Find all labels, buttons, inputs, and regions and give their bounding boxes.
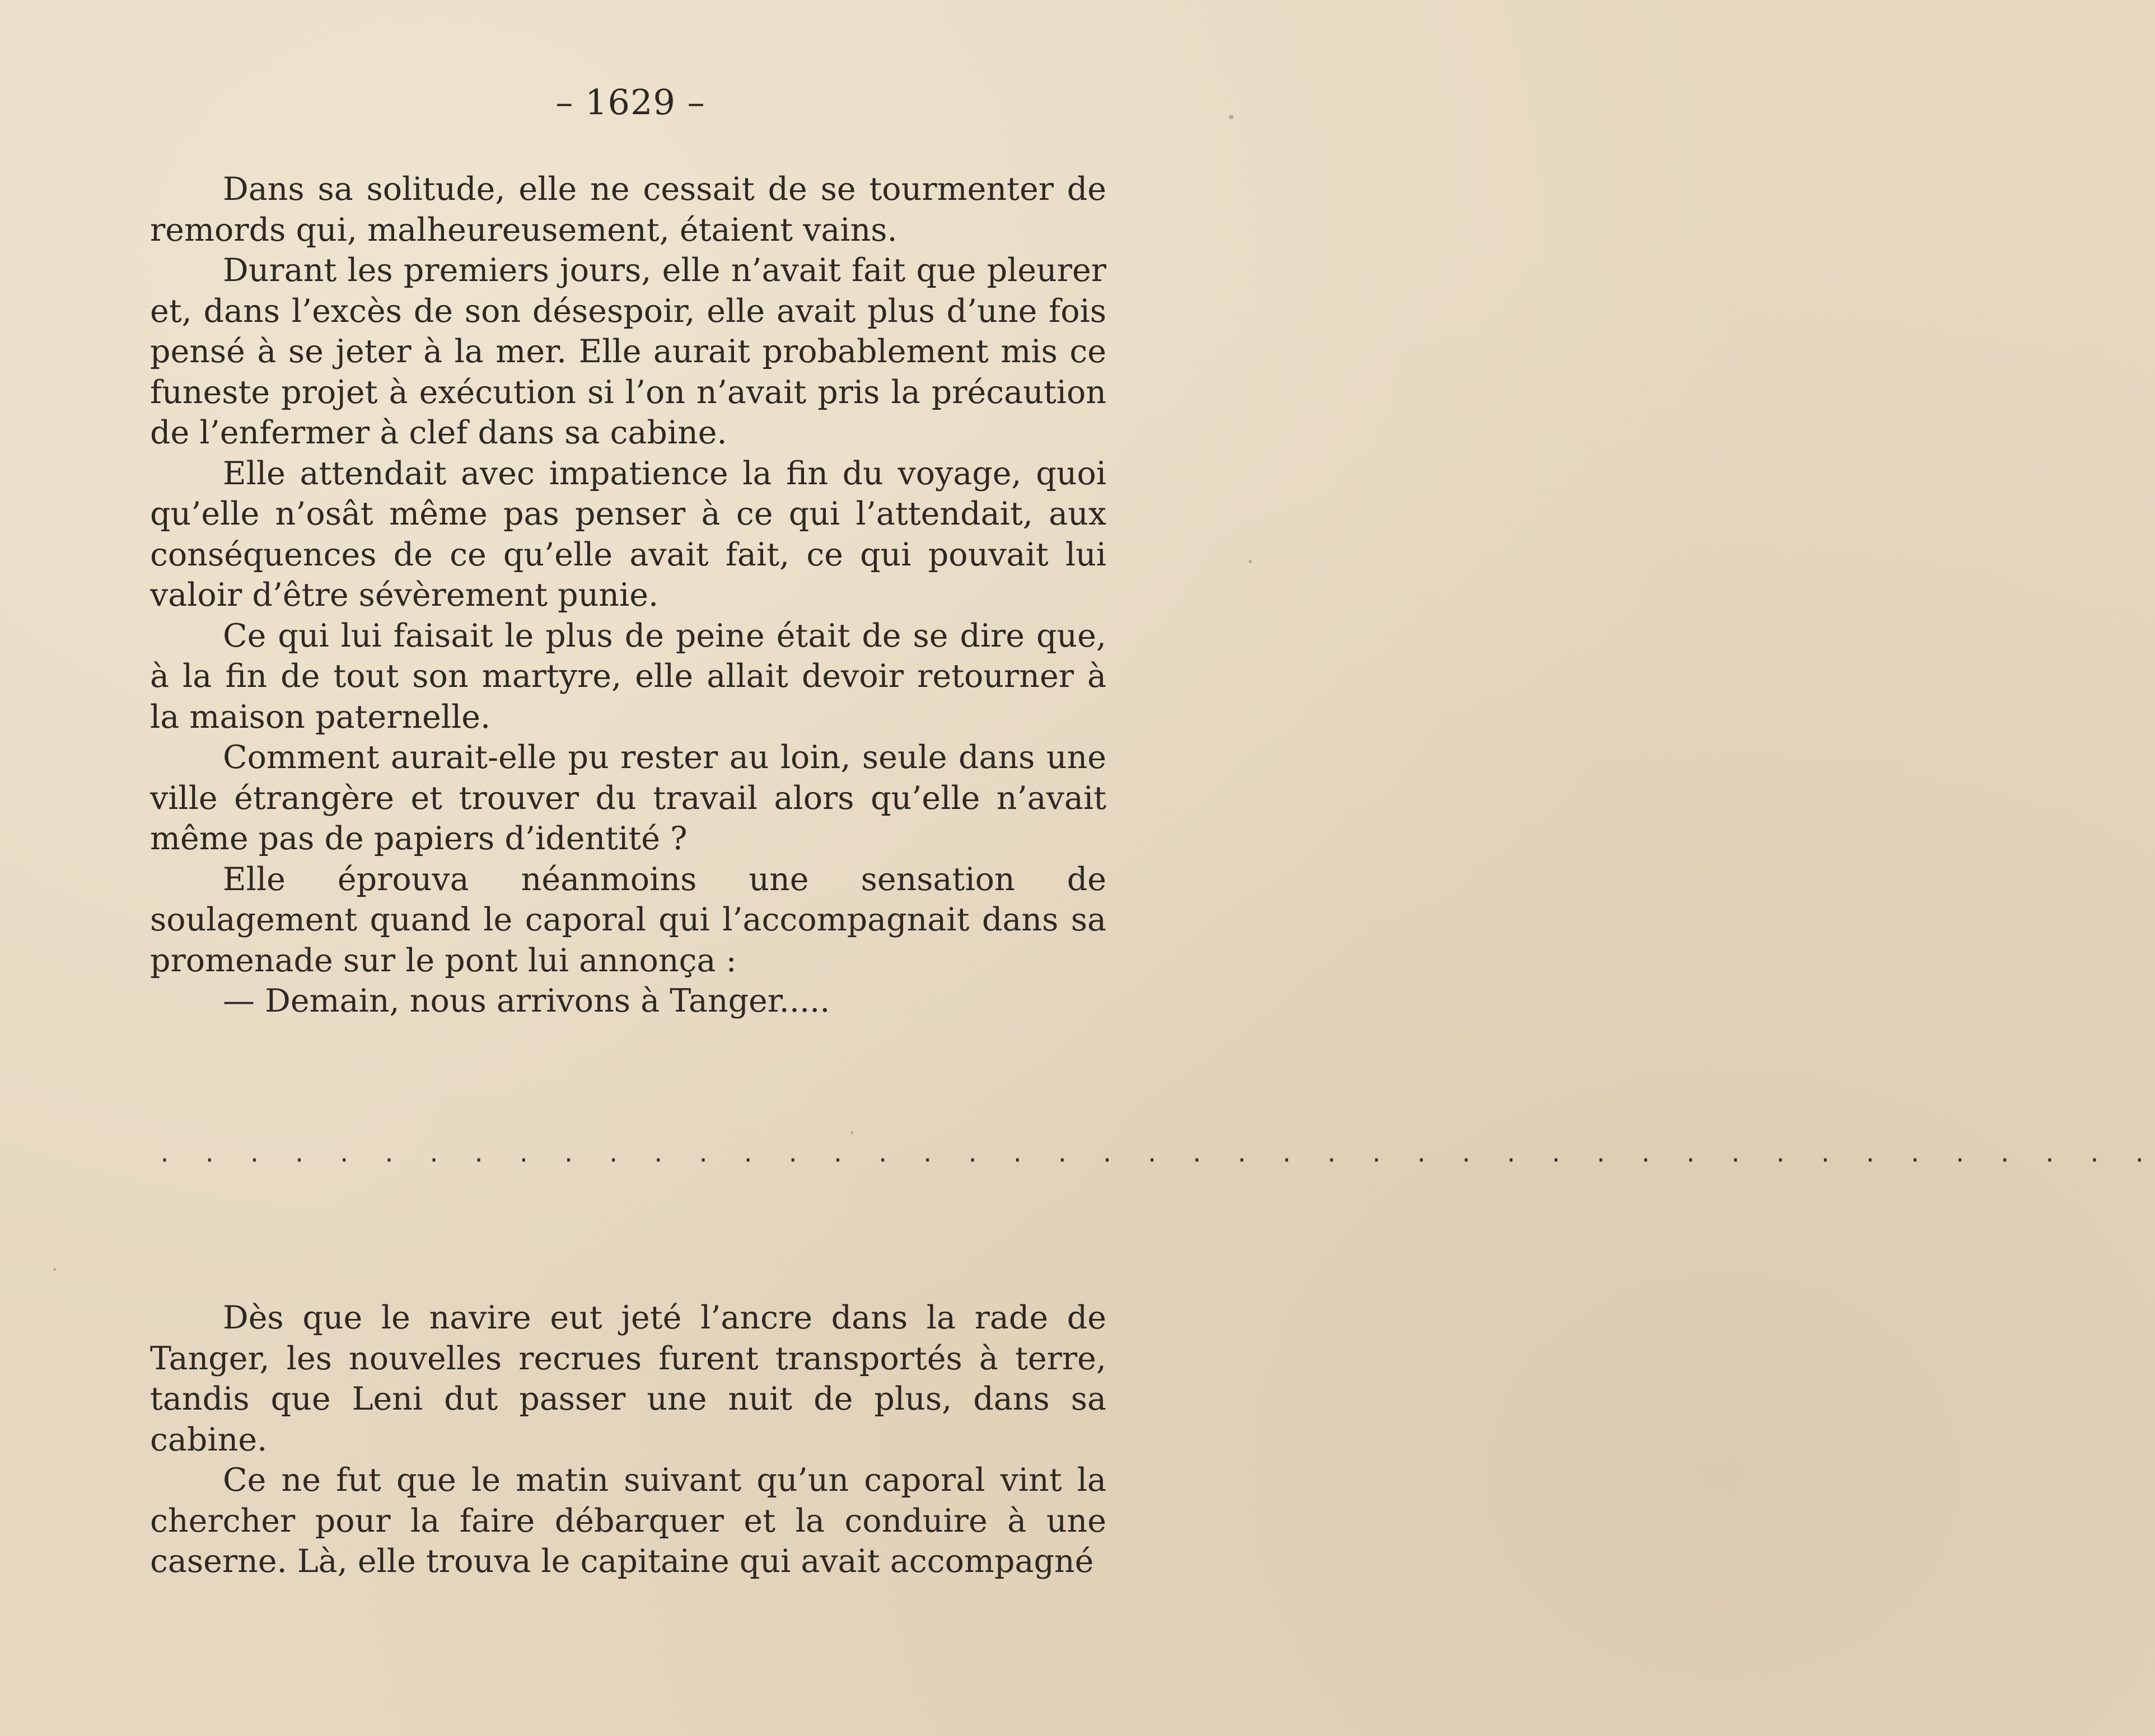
section-break-dots: . . . . . . . . . . . . . . . . . . . . . . . . . . . . . . . . . . . . . . . . . . . . . bbox=[158, 1141, 2155, 1167]
text-block-bottom bbox=[150, 1298, 1106, 1582]
paragraph: Dès que le navire eut jeté l’ancre dans la rade de Tanger, les nouvelles recrues furent transportés à terre, tandis que Leni dut passer une nuit de plus, dans sa cabine. bbox=[150, 1299, 1106, 1458]
paragraph: Comment aurait-elle pu rester au loin, seule dans une ville étrangère et trouver du travail alors qu’elle n’avait même pas de papiers d’identité ? bbox=[150, 739, 1106, 857]
page-number: – 1629 – bbox=[555, 82, 705, 123]
paragraph: Durant les premiers jours, elle n’avait fait que pleurer et, dans l’excès de son désespoir, elle avait plus d’une fois pensé à se jeter à la mer. Elle aurait probablement mis ce funeste projet à exécution si l’on n’avait pris la précaution de l’enfermer à clef dans sa cabine. bbox=[150, 252, 1106, 451]
paragraph: Elle éprouva néanmoins une sensation de soulagement quand le caporal qui l’accompagnait dans sa promenade sur le pont lui annonça : bbox=[150, 860, 1106, 979]
paragraph: Ce ne fut que le matin suivant qu’un caporal vint la chercher pour la faire débarquer et la conduire à une caserne. Là, elle trouva le capitaine qui avait accompagné bbox=[150, 1462, 1106, 1580]
paragraph: Ce qui lui faisait le plus de peine était de se dire que, à la fin de tout son martyre, elle allait devoir retourner à la maison paternelle. bbox=[150, 617, 1106, 736]
paper-speck bbox=[851, 1131, 853, 1134]
paper-speck bbox=[1249, 560, 1252, 563]
paper-speck bbox=[1229, 115, 1233, 119]
paragraph: Elle attendait avec impatience la fin du voyage, quoi qu’elle n’osât même pas penser à ce qui l’attendait, aux conséquences de ce qu’elle avait fait, ce qui pouvait lui valoir d’être sévèrement punie. bbox=[150, 455, 1106, 614]
paragraph: Dans sa solitude, elle ne cessait de se tourmenter de remords qui, malheureusement, étaient vains. bbox=[150, 171, 1106, 249]
text-block-top bbox=[150, 169, 1106, 1022]
paper-speck bbox=[53, 1268, 56, 1271]
dialogue-line: — Demain, nous arrivons à Tanger..... bbox=[223, 982, 830, 1019]
